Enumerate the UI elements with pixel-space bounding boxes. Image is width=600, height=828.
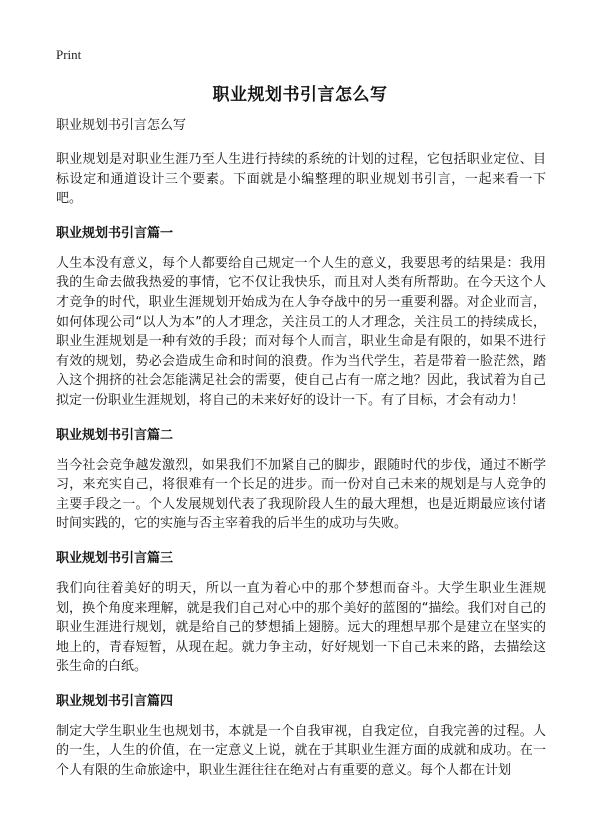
- section-heading-3: 职业规划书引言篇三: [56, 550, 174, 566]
- page-title: 职业规划书引言怎么写: [212, 85, 388, 105]
- section-paragraph-1: 人生本没有意义，每个人都要给自己规定一个人生的意义，我要思考的结果是：我用我的生命去做我热爱的事情，它不仅让我快乐，而且对人类有所帮助。在今天这个人才竞争的时代，职业生涯规划开始成为在人争夺战中的另一重要利器。对企业而言，如何体现公司“以人为本”的人才理念，关注员工的人才理念，关注员工的持续成长，职业生涯规划是一种有效的手段；而对每个人而言，职业生命是有限的，如果不进行有效的规划，势必会造成生命和时间的浪费。作为当代学生，若是带着一脸茫然，踏入这个拥挤的社会怎能满足社会的需要，使自己占有一席之地？因此，我试着为自己拟定一份职业生涯规划，将自己的未来好好的设计一下。有了目标，才会有动力！: [56, 255, 546, 408]
- section-paragraph-2: 当今社会竞争越发激烈，如果我们不加紧自己的脚步，跟随时代的步伐，通过不断学习，来充实自己，将很难有一个长足的进步。而一份对自己未来的规划是与人竞争的主要手段之一。个人发展规划代表了我现阶段人生的最大理想，也是近期最应该付诸时间实践的，它的实施与否主宰着我的后半生的成功与失败。: [56, 457, 546, 532]
- section-paragraph-3: 我们向往着美好的明天，所以一直为着心中的那个梦想而奋斗。大学生职业生涯规划，换个角度来理解，就是我们自己对心中的那个美好的蓝图的“描绘。我们对自己的职业生涯进行规划，就是给自己的梦想插上翅膀。远大的理想早那个是建立在坚实的地上的，青春短暂，从现在起。就力争主动，好好规划一下自己未来的路，去描绘这张生命的白纸。: [56, 580, 546, 675]
- article-subtitle: 职业规划书引言怎么写: [56, 118, 187, 133]
- article-body: [56, 116, 546, 794]
- section-paragraph-4: 制定大学生职业生也规划书，本就是一个自我审视，自我定位，自我完善的过程。人的一生，人生的价值，在一定意义上说，就在于其职业生涯方面的成就和成功。在一个人有限的生命旅途中，职业生涯往往在绝对占有重要的意义。每个人都在计划: [56, 723, 546, 779]
- section-heading-2: 职业规划书引言篇二: [56, 427, 174, 443]
- intro-paragraph: 职业规划是对职业生涯乃至人生进行持续的系统的计划的过程，它包括职业定位、目标设定和通道设计三个要素。下面就是小编整理的职业规划书引言，一起来看一下吧。: [56, 152, 546, 207]
- section-heading-4: 职业规划书引言篇四: [56, 693, 174, 709]
- print-link[interactable]: Print: [56, 47, 82, 62]
- section-heading-1: 职业规划书引言篇一: [56, 225, 174, 241]
